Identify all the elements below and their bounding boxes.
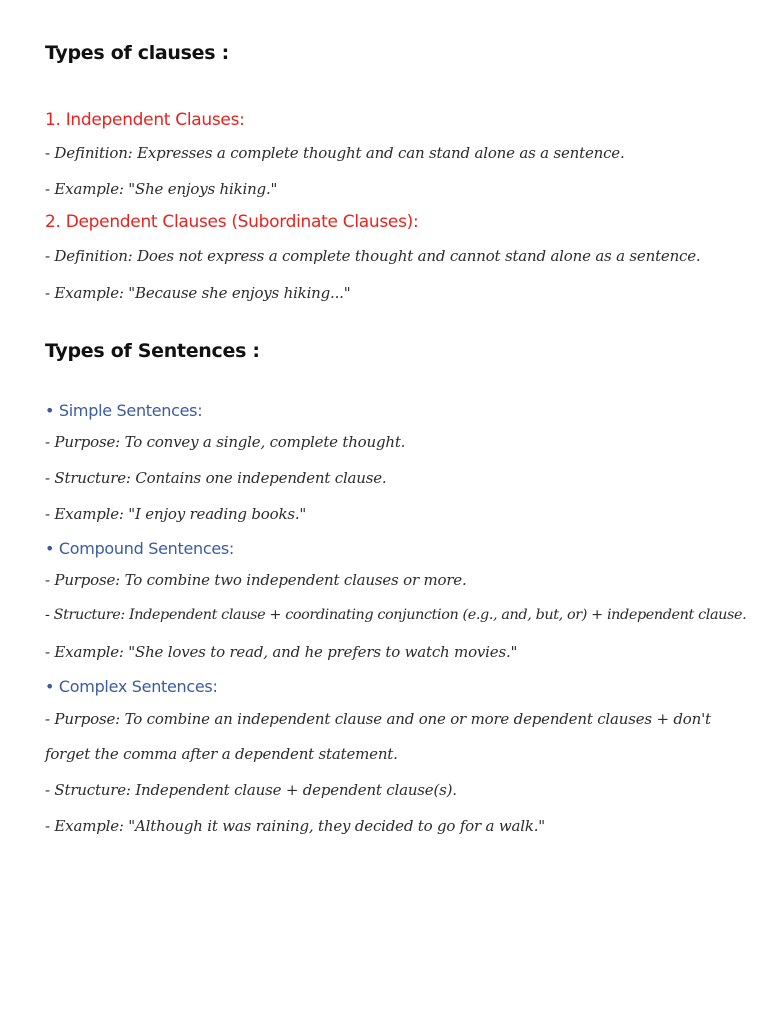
simple-sentences-purpose: - Purpose: To convey a single, complete thought.	[45, 433, 406, 451]
heading-types-of-clauses: Types of clauses :	[45, 42, 229, 64]
heading-types-of-sentences: Types of Sentences :	[45, 340, 260, 362]
independent-clauses-example: - Example: "She enjoys hiking."	[45, 180, 278, 198]
dependent-clauses-example: - Example: "Because she enjoys hiking..."	[45, 284, 351, 302]
dependent-clauses-definition: - Definition: Does not express a complete thought and cannot stand alone as a sentence.	[45, 247, 701, 265]
compound-sentences-example: - Example: "She loves to read, and he prefers to watch movies."	[45, 643, 518, 661]
compound-sentences-purpose: - Purpose: To combine two independent clauses or more.	[45, 571, 467, 589]
independent-clauses-title: 1. Independent Clauses:	[45, 110, 245, 130]
compound-sentences-title: • Compound Sentences:	[45, 539, 235, 558]
complex-sentences-structure: - Structure: Independent clause + dependent clause(s).	[45, 781, 457, 799]
dependent-clauses-title: 2. Dependent Clauses (Subordinate Clauses):	[45, 212, 419, 232]
independent-clauses-definition: - Definition: Expresses a complete thought and can stand alone as a sentence.	[45, 144, 625, 162]
simple-sentences-structure: - Structure: Contains one independent clause.	[45, 469, 387, 487]
complex-sentences-example: - Example: "Although it was raining, they decided to go for a walk."	[45, 817, 545, 835]
simple-sentences-title: • Simple Sentences:	[45, 401, 203, 420]
complex-sentences-title: • Complex Sentences:	[45, 677, 218, 696]
simple-sentences-example: - Example: "I enjoy reading books."	[45, 505, 307, 523]
complex-sentences-purpose: - Purpose: To combine an independent clause and one or more dependent clauses + don't forget the comma after a dependent statement.	[45, 710, 711, 763]
compound-sentences-structure: - Structure: Independent clause + coordinating conjunction (e.g., and, but, or) + independent clause.	[45, 607, 747, 623]
